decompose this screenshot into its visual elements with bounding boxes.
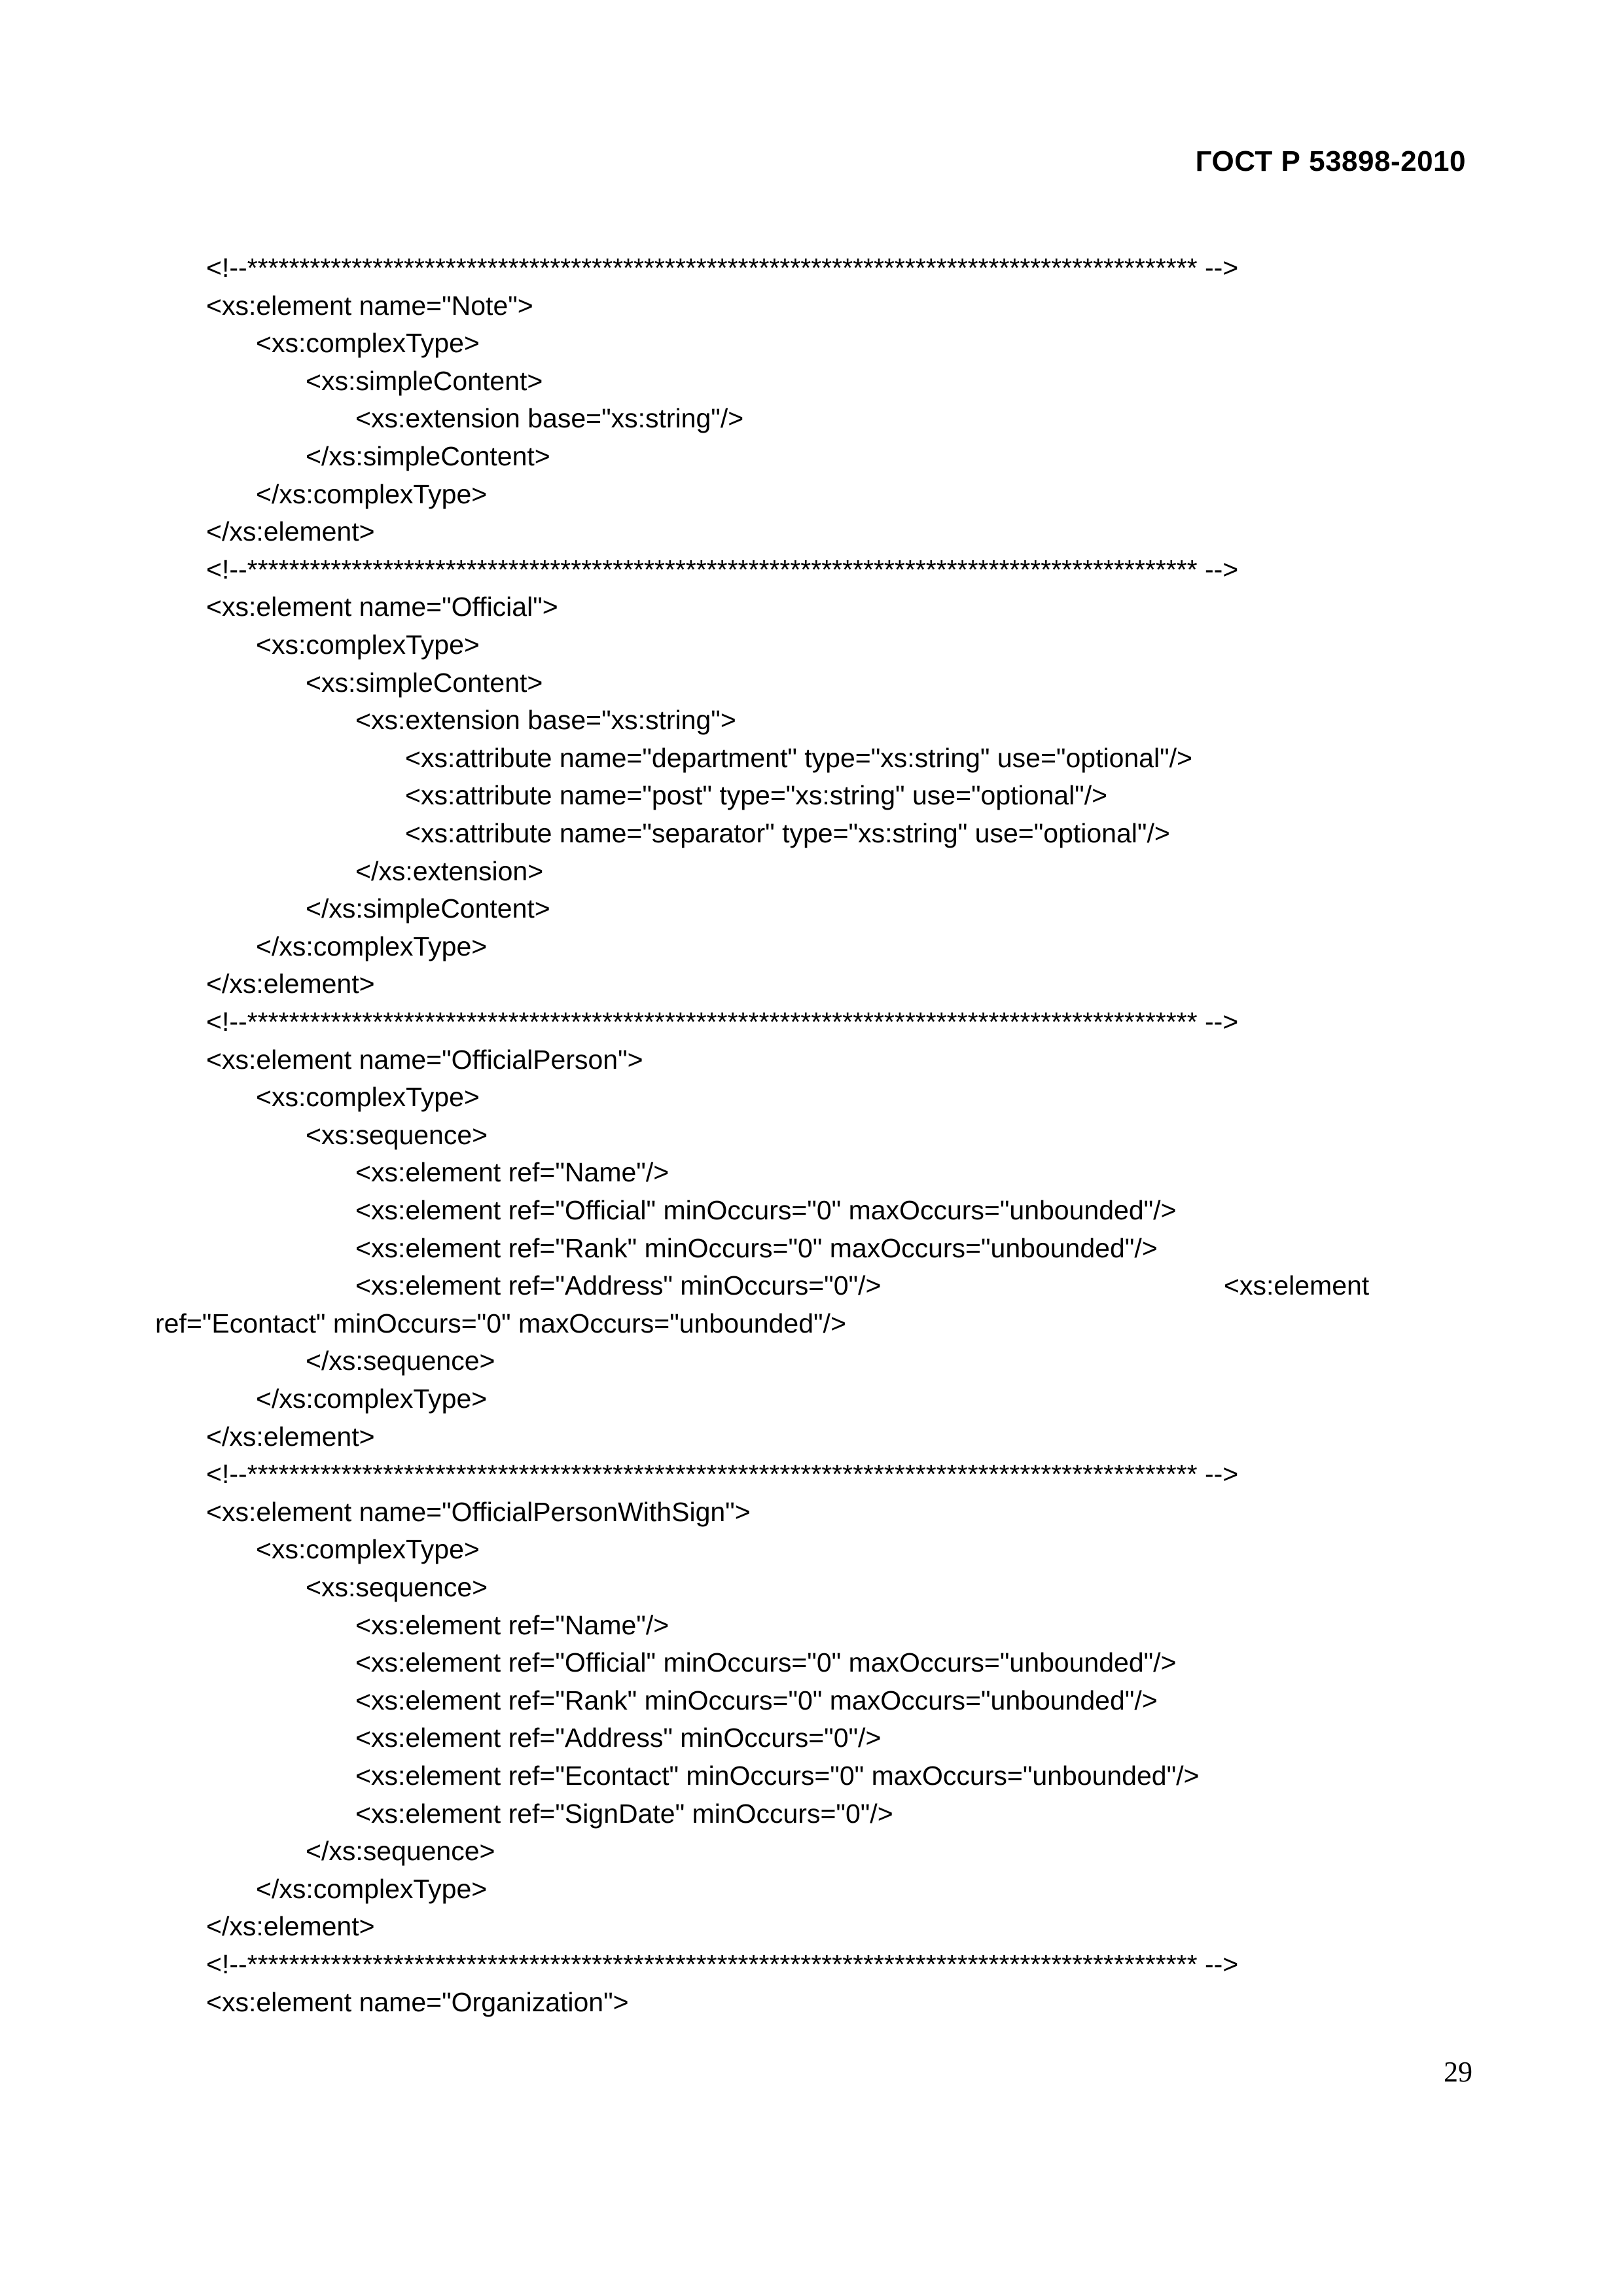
code-line-text: <xs:element ref="Official" minOccurs="0" maxOccurs="unbounded"/>	[355, 1195, 1177, 1225]
code-line-trailing-fragment: <xs:element	[1224, 1270, 1370, 1301]
page-number: 29	[1444, 2056, 1472, 2088]
code-line	[306, 362, 543, 400]
code-line	[206, 287, 533, 325]
code-line-text: <xs:element name="Note">	[206, 290, 533, 321]
code-line	[206, 1945, 1238, 1983]
code-line-text: </xs:sequence>	[306, 1836, 495, 1867]
code-line	[256, 475, 487, 513]
code-line-text: </xs:complexType>	[256, 1384, 488, 1414]
code-line	[206, 1455, 1238, 1493]
code-line-text: <xs:complexType>	[256, 630, 480, 660]
code-line-text: </xs:complexType>	[256, 478, 488, 509]
code-line	[206, 249, 1238, 287]
code-line-text: <xs:element name="OfficialPersonWithSign">	[206, 1496, 751, 1527]
code-line	[206, 512, 375, 550]
code-line-text: <xs:element name="OfficialPerson">	[206, 1044, 643, 1075]
code-line	[256, 626, 480, 664]
code-line	[355, 1757, 1199, 1795]
code-line	[256, 927, 487, 965]
code-line	[256, 1078, 480, 1116]
code-line	[405, 739, 1192, 777]
code-line	[355, 1191, 1177, 1229]
code-line	[355, 1266, 881, 1304]
code-line-text: </xs:element>	[206, 969, 375, 999]
code-line	[405, 814, 1170, 852]
code-line-text: </xs:element>	[206, 1421, 375, 1452]
code-line	[355, 1606, 669, 1644]
code-line	[355, 1719, 881, 1757]
code-line-text: </xs:complexType>	[256, 931, 488, 961]
code-line-text: ref="Econtact" minOccurs="0" maxOccurs="unbounded"/>	[155, 1308, 846, 1338]
code-line-text: </xs:simpleContent>	[306, 441, 550, 471]
code-line	[355, 701, 736, 739]
code-line-text: <!--******************************************************************************************* -->	[206, 1007, 1239, 1037]
code-line	[355, 1681, 1158, 1719]
code-line	[206, 1493, 751, 1531]
code-line-text: <xs:element ref="Econtact" minOccurs="0" maxOccurs="unbounded"/>	[355, 1761, 1200, 1791]
code-line-text: <xs:simpleContent>	[306, 667, 543, 698]
code-line-text: <!--******************************************************************************************* -->	[206, 1949, 1239, 1979]
code-line-text: <xs:element ref="Official" minOccurs="0" maxOccurs="unbounded"/>	[355, 1647, 1177, 1678]
code-line-text: <xs:element ref="Rank" minOccurs="0" maxOccurs="unbounded"/>	[355, 1232, 1158, 1263]
code-line	[256, 1380, 487, 1418]
code-line	[306, 1568, 488, 1606]
code-line	[206, 1003, 1238, 1041]
code-line-text: <xs:element name="Organization">	[206, 1986, 629, 2017]
code-line-text: <xs:element ref="Rank" minOccurs="0" maxOccurs="unbounded"/>	[355, 1685, 1158, 1715]
document-header-standard-id: ГОСТ Р 53898-2010	[1195, 145, 1466, 177]
code-line-text: <xs:attribute name="department" type="xs:string" use="optional"/>	[405, 742, 1192, 773]
code-line-text: </xs:complexType>	[256, 1873, 488, 1904]
code-line	[306, 1342, 495, 1380]
code-line-text: <!--******************************************************************************************* -->	[206, 253, 1239, 283]
code-line	[206, 1418, 375, 1456]
code-line	[306, 889, 550, 927]
code-line	[206, 1041, 643, 1079]
code-line-text: <xs:element ref="Address" minOccurs="0"/>	[355, 1723, 882, 1753]
code-line-text: <xs:element name="Official">	[206, 592, 558, 622]
code-line-text: <xs:sequence>	[306, 1572, 488, 1602]
code-line	[306, 1116, 488, 1154]
code-line-text: </xs:sequence>	[306, 1346, 495, 1376]
code-line-text: <xs:attribute name="separator" type="xs:string" use="optional"/>	[405, 818, 1170, 848]
code-line	[155, 1304, 846, 1342]
code-line-text: <xs:simpleContent>	[306, 365, 543, 396]
code-line-text: <xs:element ref="Name"/>	[355, 1609, 669, 1640]
code-line-text: <xs:complexType>	[256, 1082, 480, 1113]
code-line-text: </xs:element>	[206, 516, 375, 547]
code-line	[206, 550, 1238, 588]
code-line	[355, 1229, 1158, 1267]
code-line-text: <!--******************************************************************************************* -->	[206, 1459, 1239, 1490]
code-line	[206, 1907, 375, 1945]
code-line-text: <xs:element ref="Name"/>	[355, 1157, 669, 1188]
code-line	[405, 776, 1107, 814]
code-line-text: </xs:extension>	[355, 855, 544, 886]
code-line-text: <xs:element ref="Address" minOccurs="0"/>	[355, 1270, 882, 1301]
code-line	[256, 1870, 487, 1908]
code-line-text: <xs:sequence>	[306, 1119, 488, 1150]
code-line	[306, 1832, 495, 1870]
code-line	[355, 1153, 669, 1191]
code-line-text: <xs:element ref="SignDate" minOccurs="0"/>	[355, 1798, 893, 1829]
code-line	[206, 588, 558, 626]
code-line-text: </xs:simpleContent>	[306, 893, 550, 924]
code-line-text: <xs:complexType>	[256, 1534, 480, 1565]
code-line	[355, 399, 743, 437]
code-line	[206, 965, 375, 1003]
code-line	[355, 852, 543, 890]
code-line	[256, 1530, 480, 1568]
code-line-text: <xs:complexType>	[256, 328, 480, 359]
code-line	[256, 324, 480, 362]
code-line-text: </xs:element>	[206, 1911, 375, 1942]
code-line	[355, 1795, 893, 1833]
code-line	[355, 1643, 1177, 1681]
code-line	[306, 437, 550, 475]
code-line-text: <xs:attribute name="post" type="xs:string" use="optional"/>	[405, 780, 1108, 811]
code-line-text: <xs:extension base="xs:string">	[355, 705, 736, 736]
code-line	[306, 664, 543, 702]
code-line	[206, 1983, 629, 2021]
code-line-text: <!--******************************************************************************************* -->	[206, 554, 1239, 584]
code-line-text: <xs:extension base="xs:string"/>	[355, 403, 744, 434]
